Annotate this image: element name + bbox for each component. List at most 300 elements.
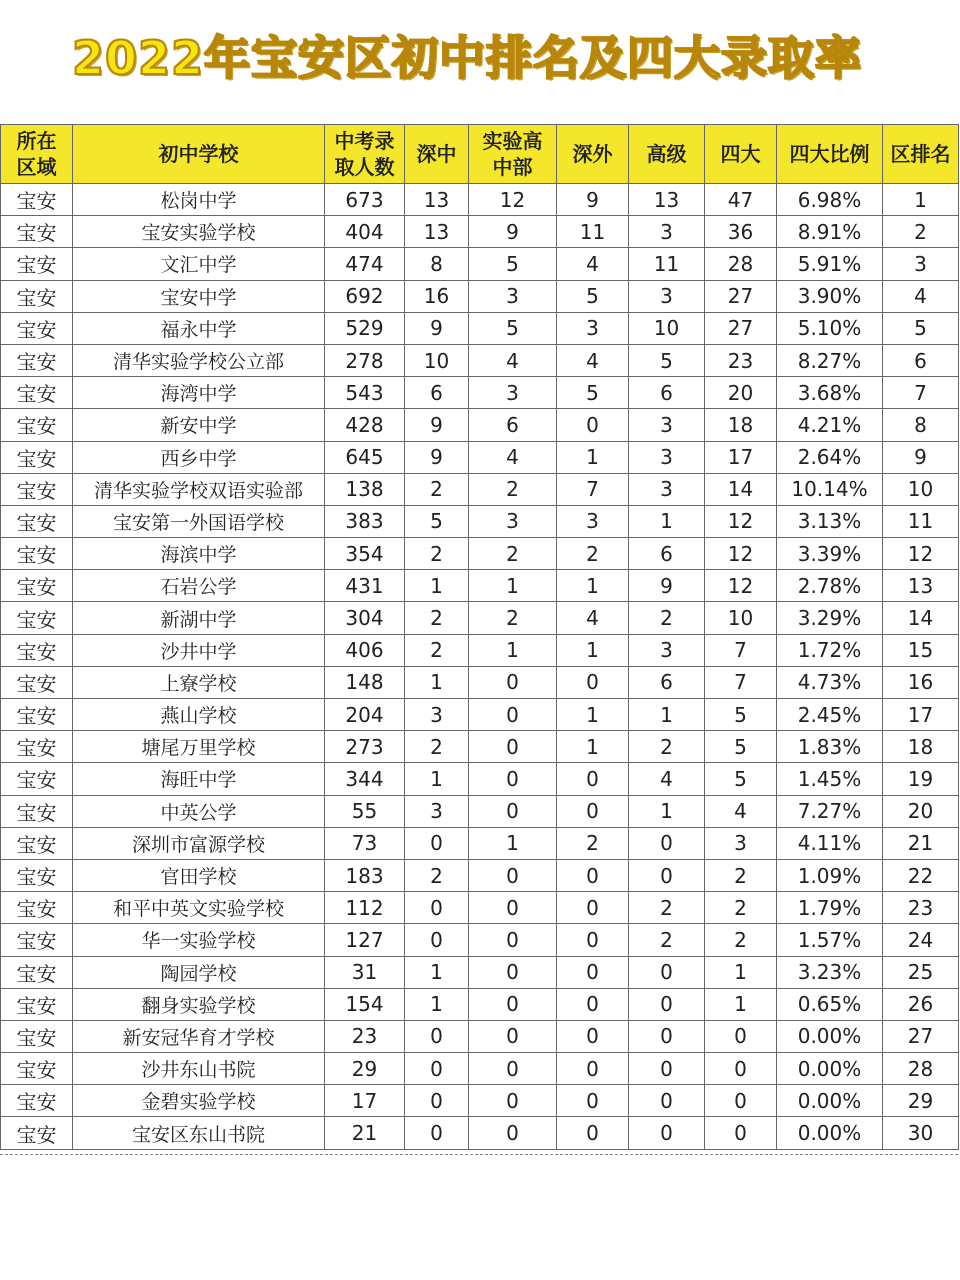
cell-shenwai-count: 1: [557, 699, 629, 731]
cell-sida-count: 12: [705, 538, 777, 570]
cell-sida-ratio: 6.98%: [777, 184, 883, 216]
cell-region: 宝安: [1, 184, 73, 216]
cell-gaoji-count: 2: [629, 892, 705, 924]
header-shenzhong: 深中: [405, 125, 469, 184]
cell-school-name: 新安中学: [73, 409, 325, 441]
cell-region: 宝安: [1, 699, 73, 731]
cell-region: 宝安: [1, 570, 73, 602]
cell-school-name: 金碧实验学校: [73, 1085, 325, 1117]
cell-experimental-count: 9: [469, 216, 557, 248]
cell-sida-ratio: 0.00%: [777, 1053, 883, 1085]
cell-shenzhong-count: 1: [405, 956, 469, 988]
cell-experimental-count: 0: [469, 699, 557, 731]
cell-gaoji-count: 10: [629, 312, 705, 344]
cell-sida-ratio: 5.91%: [777, 248, 883, 280]
cell-experimental-count: 0: [469, 956, 557, 988]
cell-experimental-count: 0: [469, 1020, 557, 1052]
cell-region: 宝安: [1, 1020, 73, 1052]
header-ratio: 四大比例: [777, 125, 883, 184]
cell-shenzhong-count: 3: [405, 699, 469, 731]
cell-region: 宝安: [1, 312, 73, 344]
cell-sida-count: 4: [705, 795, 777, 827]
cell-region: 宝安: [1, 988, 73, 1020]
cell-shenwai-count: 0: [557, 1085, 629, 1117]
cell-experimental-count: 0: [469, 859, 557, 891]
cell-region: 宝安: [1, 377, 73, 409]
cell-shenzhong-count: 10: [405, 344, 469, 376]
cell-gaoji-count: 2: [629, 924, 705, 956]
table-row: [1, 1053, 959, 1085]
cell-district-rank: 5: [883, 312, 959, 344]
cell-sida-ratio: 2.78%: [777, 570, 883, 602]
cell-gaoji-count: 3: [629, 280, 705, 312]
cell-sida-ratio: 0.65%: [777, 988, 883, 1020]
cell-district-rank: 3: [883, 248, 959, 280]
cell-experimental-count: 2: [469, 538, 557, 570]
cell-admitted-count: 692: [325, 280, 405, 312]
cell-sida-count: 28: [705, 248, 777, 280]
cell-district-rank: 11: [883, 505, 959, 537]
cell-experimental-count: 1: [469, 634, 557, 666]
table-row: [1, 763, 959, 795]
cell-district-rank: 8: [883, 409, 959, 441]
table-row: [1, 602, 959, 634]
header-sida: 四大: [705, 125, 777, 184]
cell-school-name: 海滨中学: [73, 538, 325, 570]
cell-sida-count: 27: [705, 280, 777, 312]
cell-sida-ratio: 3.39%: [777, 538, 883, 570]
cell-shenzhong-count: 9: [405, 409, 469, 441]
cell-region: 宝安: [1, 924, 73, 956]
cell-gaoji-count: 1: [629, 505, 705, 537]
cell-sida-ratio: 7.27%: [777, 795, 883, 827]
cell-sida-ratio: 0.00%: [777, 1117, 883, 1149]
cell-sida-ratio: 3.90%: [777, 280, 883, 312]
cell-experimental-count: 0: [469, 763, 557, 795]
cell-sida-count: 0: [705, 1117, 777, 1149]
cell-gaoji-count: 0: [629, 1020, 705, 1052]
cell-shenzhong-count: 2: [405, 731, 469, 763]
cell-shenwai-count: 2: [557, 827, 629, 859]
cell-shenwai-count: 0: [557, 763, 629, 795]
cell-region: 宝安: [1, 892, 73, 924]
cell-shenwai-count: 0: [557, 988, 629, 1020]
cell-sida-ratio: 8.91%: [777, 216, 883, 248]
table-row: [1, 184, 959, 216]
cell-admitted-count: 406: [325, 634, 405, 666]
cell-sida-count: 2: [705, 859, 777, 891]
cell-school-name: 宝安实验学校: [73, 216, 325, 248]
cell-shenzhong-count: 1: [405, 570, 469, 602]
cell-admitted-count: 428: [325, 409, 405, 441]
cell-region: 宝安: [1, 763, 73, 795]
cell-sida-ratio: 0.00%: [777, 1020, 883, 1052]
cell-experimental-count: 3: [469, 505, 557, 537]
cell-school-name: 新湖中学: [73, 602, 325, 634]
cell-school-name: 燕山学校: [73, 699, 325, 731]
cell-school-name: 清华实验学校双语实验部: [73, 473, 325, 505]
table-row: [1, 216, 959, 248]
cell-shenzhong-count: 3: [405, 795, 469, 827]
cell-admitted-count: 278: [325, 344, 405, 376]
ranking-table: [0, 124, 959, 1150]
cell-shenwai-count: 0: [557, 924, 629, 956]
cell-shenwai-count: 0: [557, 956, 629, 988]
cell-shenzhong-count: 5: [405, 505, 469, 537]
cell-district-rank: 4: [883, 280, 959, 312]
cell-sida-count: 5: [705, 731, 777, 763]
cell-gaoji-count: 3: [629, 473, 705, 505]
cell-region: 宝安: [1, 344, 73, 376]
cell-district-rank: 12: [883, 538, 959, 570]
cell-shenwai-count: 4: [557, 344, 629, 376]
cell-experimental-count: 0: [469, 892, 557, 924]
table-row: [1, 312, 959, 344]
cell-shenzhong-count: 0: [405, 892, 469, 924]
cell-sida-count: 7: [705, 666, 777, 698]
cell-admitted-count: 112: [325, 892, 405, 924]
cell-district-rank: 25: [883, 956, 959, 988]
cell-admitted-count: 31: [325, 956, 405, 988]
cell-region: 宝安: [1, 216, 73, 248]
cell-shenzhong-count: 0: [405, 827, 469, 859]
header-rank: 区排名: [883, 125, 959, 184]
cell-gaoji-count: 0: [629, 988, 705, 1020]
cell-gaoji-count: 6: [629, 538, 705, 570]
cell-admitted-count: 431: [325, 570, 405, 602]
cell-sida-ratio: 2.45%: [777, 699, 883, 731]
header-admitted: 中考录 取人数: [325, 125, 405, 184]
cell-region: 宝安: [1, 1085, 73, 1117]
cell-gaoji-count: 0: [629, 1117, 705, 1149]
cell-sida-count: 10: [705, 602, 777, 634]
cell-sida-count: 1: [705, 988, 777, 1020]
cell-region: 宝安: [1, 1053, 73, 1085]
cell-region: 宝安: [1, 441, 73, 473]
table-row: [1, 892, 959, 924]
cell-sida-count: 3: [705, 827, 777, 859]
cell-admitted-count: 21: [325, 1117, 405, 1149]
cropped-edge: [0, 1154, 958, 1159]
cell-shenzhong-count: 0: [405, 1053, 469, 1085]
cell-school-name: 新安冠华育才学校: [73, 1020, 325, 1052]
cell-district-rank: 24: [883, 924, 959, 956]
cell-shenzhong-count: 2: [405, 473, 469, 505]
cell-shenwai-count: 2: [557, 538, 629, 570]
cell-shenwai-count: 0: [557, 892, 629, 924]
cell-sida-ratio: 5.10%: [777, 312, 883, 344]
cell-experimental-count: 2: [469, 473, 557, 505]
cell-admitted-count: 29: [325, 1053, 405, 1085]
cell-gaoji-count: 3: [629, 634, 705, 666]
cell-experimental-count: 12: [469, 184, 557, 216]
cell-experimental-count: 4: [469, 441, 557, 473]
cell-school-name: 中英公学: [73, 795, 325, 827]
cell-region: 宝安: [1, 602, 73, 634]
cell-gaoji-count: 4: [629, 763, 705, 795]
page-title: 2022年宝安区初中排名及四大录取率: [72, 31, 863, 85]
cell-gaoji-count: 0: [629, 859, 705, 891]
cell-sida-count: 5: [705, 699, 777, 731]
header-school: 初中学校: [73, 125, 325, 184]
cell-sida-count: 47: [705, 184, 777, 216]
cell-gaoji-count: 3: [629, 441, 705, 473]
cell-school-name: 翻身实验学校: [73, 988, 325, 1020]
header-region: 所在 区域: [1, 125, 73, 184]
cell-region: 宝安: [1, 859, 73, 891]
cell-sida-ratio: 4.11%: [777, 827, 883, 859]
cell-district-rank: 20: [883, 795, 959, 827]
header-gaoji: 高级: [629, 125, 705, 184]
cell-sida-count: 5: [705, 763, 777, 795]
cell-district-rank: 7: [883, 377, 959, 409]
cell-district-rank: 27: [883, 1020, 959, 1052]
cell-shenwai-count: 9: [557, 184, 629, 216]
cell-shenwai-count: 0: [557, 666, 629, 698]
cell-experimental-count: 0: [469, 666, 557, 698]
cell-shenwai-count: 5: [557, 377, 629, 409]
cell-shenzhong-count: 9: [405, 441, 469, 473]
cell-admitted-count: 138: [325, 473, 405, 505]
cell-shenzhong-count: 2: [405, 538, 469, 570]
cell-sida-count: 20: [705, 377, 777, 409]
cell-shenwai-count: 1: [557, 570, 629, 602]
cell-shenwai-count: 3: [557, 312, 629, 344]
cell-school-name: 塘尾万里学校: [73, 731, 325, 763]
cell-region: 宝安: [1, 827, 73, 859]
cell-sida-count: 27: [705, 312, 777, 344]
table-row: [1, 731, 959, 763]
cell-sida-ratio: 3.68%: [777, 377, 883, 409]
cell-sida-count: 2: [705, 892, 777, 924]
cell-district-rank: 21: [883, 827, 959, 859]
cell-shenzhong-count: 2: [405, 859, 469, 891]
cell-school-name: 松岗中学: [73, 184, 325, 216]
cell-shenzhong-count: 13: [405, 216, 469, 248]
cell-gaoji-count: 3: [629, 216, 705, 248]
table-row: [1, 441, 959, 473]
cell-school-name: 海旺中学: [73, 763, 325, 795]
cell-sida-ratio: 0.00%: [777, 1085, 883, 1117]
cell-shenwai-count: 1: [557, 731, 629, 763]
table-row: [1, 988, 959, 1020]
cell-sida-count: 0: [705, 1020, 777, 1052]
cell-shenwai-count: 0: [557, 795, 629, 827]
cell-experimental-count: 3: [469, 280, 557, 312]
cell-sida-count: 12: [705, 505, 777, 537]
cell-admitted-count: 55: [325, 795, 405, 827]
cell-admitted-count: 404: [325, 216, 405, 248]
cell-gaoji-count: 6: [629, 666, 705, 698]
cell-shenzhong-count: 0: [405, 1020, 469, 1052]
cell-admitted-count: 645: [325, 441, 405, 473]
cell-gaoji-count: 0: [629, 827, 705, 859]
cell-shenzhong-count: 1: [405, 988, 469, 1020]
cell-shenwai-count: 3: [557, 505, 629, 537]
table-row: [1, 538, 959, 570]
cell-admitted-count: 23: [325, 1020, 405, 1052]
table-row: [1, 699, 959, 731]
cell-district-rank: 23: [883, 892, 959, 924]
cell-school-name: 华一实验学校: [73, 924, 325, 956]
cell-district-rank: 26: [883, 988, 959, 1020]
table-row: [1, 859, 959, 891]
cell-experimental-count: 0: [469, 924, 557, 956]
cell-sida-ratio: 8.27%: [777, 344, 883, 376]
cell-district-rank: 15: [883, 634, 959, 666]
cell-experimental-count: 0: [469, 988, 557, 1020]
cell-experimental-count: 6: [469, 409, 557, 441]
cell-shenwai-count: 11: [557, 216, 629, 248]
cell-gaoji-count: 2: [629, 602, 705, 634]
cell-school-name: 上寮学校: [73, 666, 325, 698]
cell-experimental-count: 0: [469, 731, 557, 763]
cell-shenzhong-count: 0: [405, 1117, 469, 1149]
cell-sida-ratio: 10.14%: [777, 473, 883, 505]
table-row: [1, 473, 959, 505]
cell-shenwai-count: 1: [557, 441, 629, 473]
cell-region: 宝安: [1, 795, 73, 827]
cell-gaoji-count: 11: [629, 248, 705, 280]
cell-shenzhong-count: 2: [405, 602, 469, 634]
cell-shenwai-count: 0: [557, 859, 629, 891]
cell-district-rank: 1: [883, 184, 959, 216]
cell-sida-count: 17: [705, 441, 777, 473]
cell-school-name: 沙井东山书院: [73, 1053, 325, 1085]
header-experimental: 实验高 中部: [469, 125, 557, 184]
cell-sida-ratio: 3.29%: [777, 602, 883, 634]
cell-school-name: 宝安区东山书院: [73, 1117, 325, 1149]
cell-experimental-count: 2: [469, 602, 557, 634]
cell-region: 宝安: [1, 666, 73, 698]
cell-sida-ratio: 3.23%: [777, 956, 883, 988]
cell-gaoji-count: 1: [629, 795, 705, 827]
cell-gaoji-count: 3: [629, 409, 705, 441]
cell-admitted-count: 17: [325, 1085, 405, 1117]
cell-school-name: 和平中英文实验学校: [73, 892, 325, 924]
header-shenwai: 深外: [557, 125, 629, 184]
cell-region: 宝安: [1, 538, 73, 570]
cell-region: 宝安: [1, 505, 73, 537]
cell-district-rank: 28: [883, 1053, 959, 1085]
cell-experimental-count: 1: [469, 827, 557, 859]
cell-sida-ratio: 4.73%: [777, 666, 883, 698]
table-row: [1, 924, 959, 956]
cell-experimental-count: 0: [469, 1053, 557, 1085]
cell-admitted-count: 154: [325, 988, 405, 1020]
cell-gaoji-count: 0: [629, 956, 705, 988]
table-row: [1, 1117, 959, 1149]
table-row: [1, 344, 959, 376]
cell-admitted-count: 148: [325, 666, 405, 698]
cell-sida-ratio: 3.13%: [777, 505, 883, 537]
table-row: [1, 1085, 959, 1117]
table-row: [1, 827, 959, 859]
table-row: [1, 570, 959, 602]
cell-gaoji-count: 9: [629, 570, 705, 602]
cell-district-rank: 19: [883, 763, 959, 795]
cell-school-name: 陶园学校: [73, 956, 325, 988]
table-row: [1, 377, 959, 409]
cell-gaoji-count: 13: [629, 184, 705, 216]
cell-sida-ratio: 1.83%: [777, 731, 883, 763]
cell-sida-ratio: 1.72%: [777, 634, 883, 666]
cell-shenwai-count: 7: [557, 473, 629, 505]
cell-shenwai-count: 5: [557, 280, 629, 312]
cell-sida-ratio: 4.21%: [777, 409, 883, 441]
cell-region: 宝安: [1, 473, 73, 505]
table-row: [1, 795, 959, 827]
table-row: [1, 409, 959, 441]
cell-sida-count: 36: [705, 216, 777, 248]
cell-experimental-count: 0: [469, 1117, 557, 1149]
cell-admitted-count: 529: [325, 312, 405, 344]
cell-experimental-count: 4: [469, 344, 557, 376]
cell-shenzhong-count: 0: [405, 924, 469, 956]
table-row: [1, 505, 959, 537]
cell-gaoji-count: 2: [629, 731, 705, 763]
cell-sida-count: 7: [705, 634, 777, 666]
cell-shenzhong-count: 9: [405, 312, 469, 344]
cell-gaoji-count: 0: [629, 1085, 705, 1117]
cell-sida-count: 14: [705, 473, 777, 505]
cell-sida-ratio: 1.79%: [777, 892, 883, 924]
cell-region: 宝安: [1, 280, 73, 312]
cell-district-rank: 16: [883, 666, 959, 698]
cell-admitted-count: 73: [325, 827, 405, 859]
cell-shenwai-count: 0: [557, 1117, 629, 1149]
table-row: [1, 248, 959, 280]
table-row: [1, 666, 959, 698]
cell-admitted-count: 127: [325, 924, 405, 956]
cell-sida-ratio: 1.45%: [777, 763, 883, 795]
cell-district-rank: 14: [883, 602, 959, 634]
cell-district-rank: 18: [883, 731, 959, 763]
cell-admitted-count: 304: [325, 602, 405, 634]
cell-region: 宝安: [1, 634, 73, 666]
cell-admitted-count: 204: [325, 699, 405, 731]
cell-shenzhong-count: 16: [405, 280, 469, 312]
cell-school-name: 西乡中学: [73, 441, 325, 473]
cell-district-rank: 6: [883, 344, 959, 376]
table-header-row: [1, 125, 959, 184]
cell-school-name: 清华实验学校公立部: [73, 344, 325, 376]
cell-admitted-count: 273: [325, 731, 405, 763]
cell-gaoji-count: 0: [629, 1053, 705, 1085]
cell-sida-count: 2: [705, 924, 777, 956]
cell-sida-count: 23: [705, 344, 777, 376]
table-row: [1, 956, 959, 988]
cell-school-name: 海湾中学: [73, 377, 325, 409]
cell-district-rank: 2: [883, 216, 959, 248]
cell-sida-ratio: 1.09%: [777, 859, 883, 891]
cell-shenzhong-count: 1: [405, 763, 469, 795]
cell-region: 宝安: [1, 1117, 73, 1149]
cell-gaoji-count: 5: [629, 344, 705, 376]
cell-gaoji-count: 1: [629, 699, 705, 731]
cell-shenwai-count: 4: [557, 248, 629, 280]
cell-region: 宝安: [1, 409, 73, 441]
cell-district-rank: 22: [883, 859, 959, 891]
cell-shenzhong-count: 6: [405, 377, 469, 409]
table-row: [1, 280, 959, 312]
cell-district-rank: 17: [883, 699, 959, 731]
cell-shenwai-count: 0: [557, 1053, 629, 1085]
cell-shenzhong-count: 2: [405, 634, 469, 666]
cell-district-rank: 10: [883, 473, 959, 505]
cell-school-name: 福永中学: [73, 312, 325, 344]
cell-school-name: 石岩公学: [73, 570, 325, 602]
